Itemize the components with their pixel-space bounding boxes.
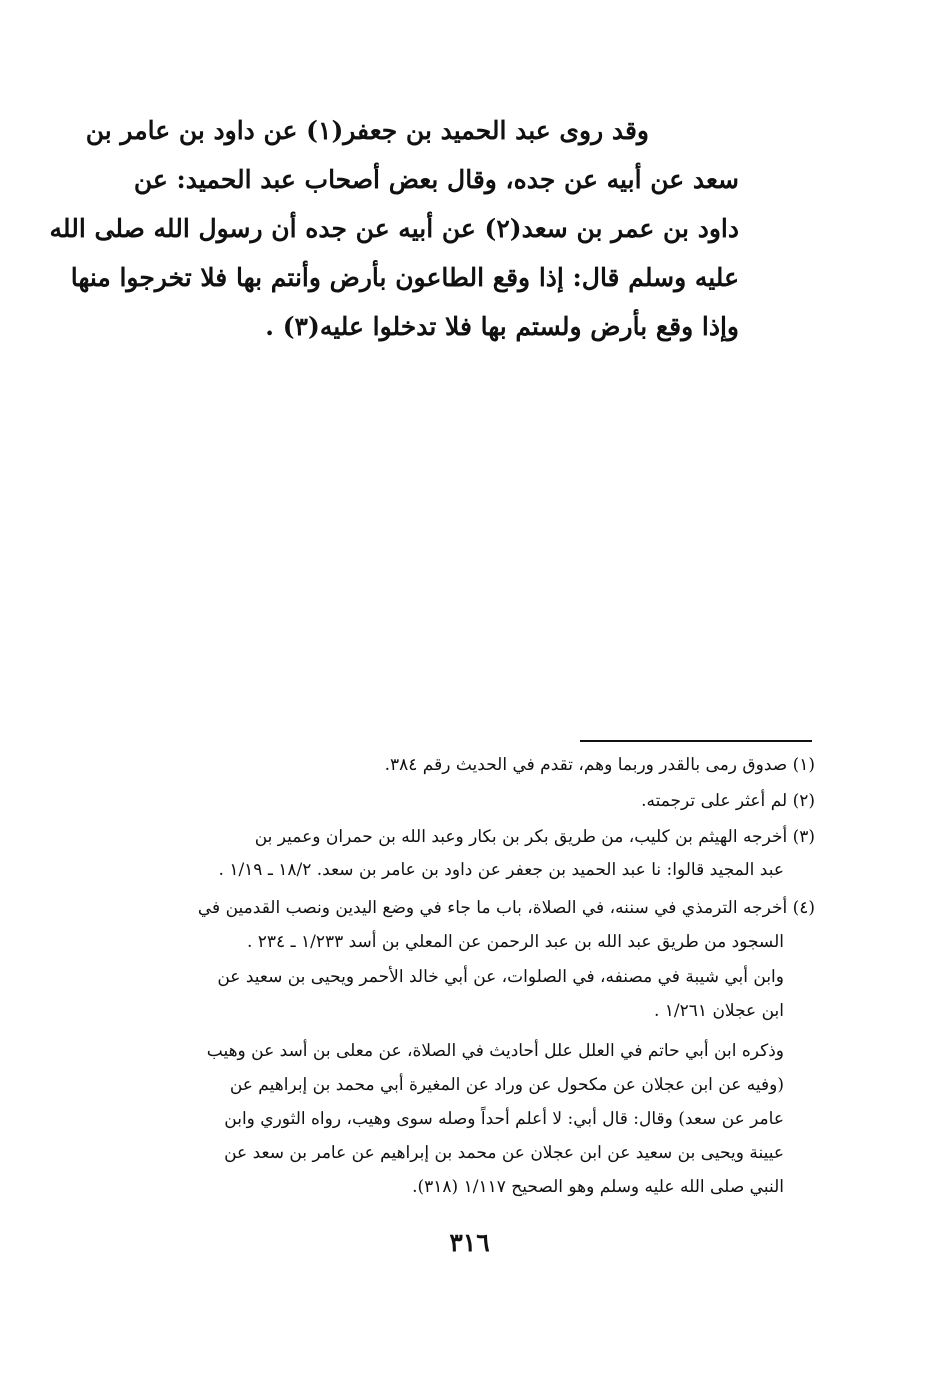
footnote-3-line-2: عبد المجيد قالوا: نا عبد الحميد بن جعفر عن داود بن عامر بن سعد. ١٨/٢ ـ ١/١٩ .: [218, 860, 784, 880]
footnote-4-line-6: (وفيه عن ابن عجلان عن مكحول عن وراد عن المغيرة أبي محمد بن إبراهيم عن: [229, 1075, 784, 1095]
footnote-4-line-7: عامر عن سعد) وقال: قال أبي: لا أعلم أحداً وصله سوى وهيب، رواه الثوري وابن: [224, 1109, 784, 1129]
para1-line-3: داود بن عمر بن سعد(٢) عن أبيه عن جده أن رسول الله صلى الله: [49, 214, 739, 243]
footnote-3-line-1: (٣) أخرجه الهيثم بن كليب، من طريق بكر بن بكار وعبد الله بن حمران وعمير بن: [254, 827, 815, 847]
footnote-4-line-8: عيينة ويحيى بن سعيد عن ابن عجلان عن محمد بن إبراهيم عن عامر بن سعد عن: [224, 1143, 784, 1163]
footnote-4-line-4: ابن عجلان ١/٢٦١ .: [653, 1001, 784, 1021]
para1-line-4: عليه وسلم قال: إذا وقع الطاعون بأرض وأنتم بها فلا تخرجوا منها: [70, 263, 739, 292]
footnote-2: (٢) لم أعثر على ترجمته.: [641, 791, 815, 811]
para1-line-5: وإذا وقع بأرض ولستم بها فلا تدخلوا عليه(٣) .: [265, 312, 739, 341]
footnote-4-line-1: (٤) أخرجه الترمذي في سننه، في الصلاة، باب ما جاء في وضع اليدين ونصب القدمين في: [197, 898, 815, 918]
footnote-4-line-9: النبي صلى الله عليه وسلم وهو الصحيح ١/١١٧ (٣١٨).: [412, 1177, 784, 1197]
para1-line-1: وقد روى عبد الحميد بن جعفر(١) عن داود بن عامر بن: [85, 116, 649, 145]
footnote-4-line-2: السجود من طريق عبد الله بن عبد الرحمن عن المعلي بن أسد ١/٢٣٣ ـ ٢٣٤ .: [246, 932, 784, 952]
footnote-separator: [580, 740, 812, 742]
page-number: ٣١٦: [449, 1228, 490, 1257]
para1-line-2: سعد عن أبيه عن جده، وقال بعض أصحاب عبد الحميد: عن: [133, 165, 739, 194]
footnote-4-line-5: وذكره ابن أبي حاتم في العلل علل أحاديث في الصلاة، عن معلى بن أسد عن وهيب: [206, 1041, 784, 1061]
footnote-1: (١) صدوق رمى بالقدر وربما وهم، تقدم في الحديث رقم ٣٨٤.: [384, 755, 815, 775]
footnote-4-line-3: وابن أبي شيبة في مصنفه، في الصلوات، عن أبي خالد الأحمر ويحيى بن سعيد عن: [217, 967, 784, 987]
